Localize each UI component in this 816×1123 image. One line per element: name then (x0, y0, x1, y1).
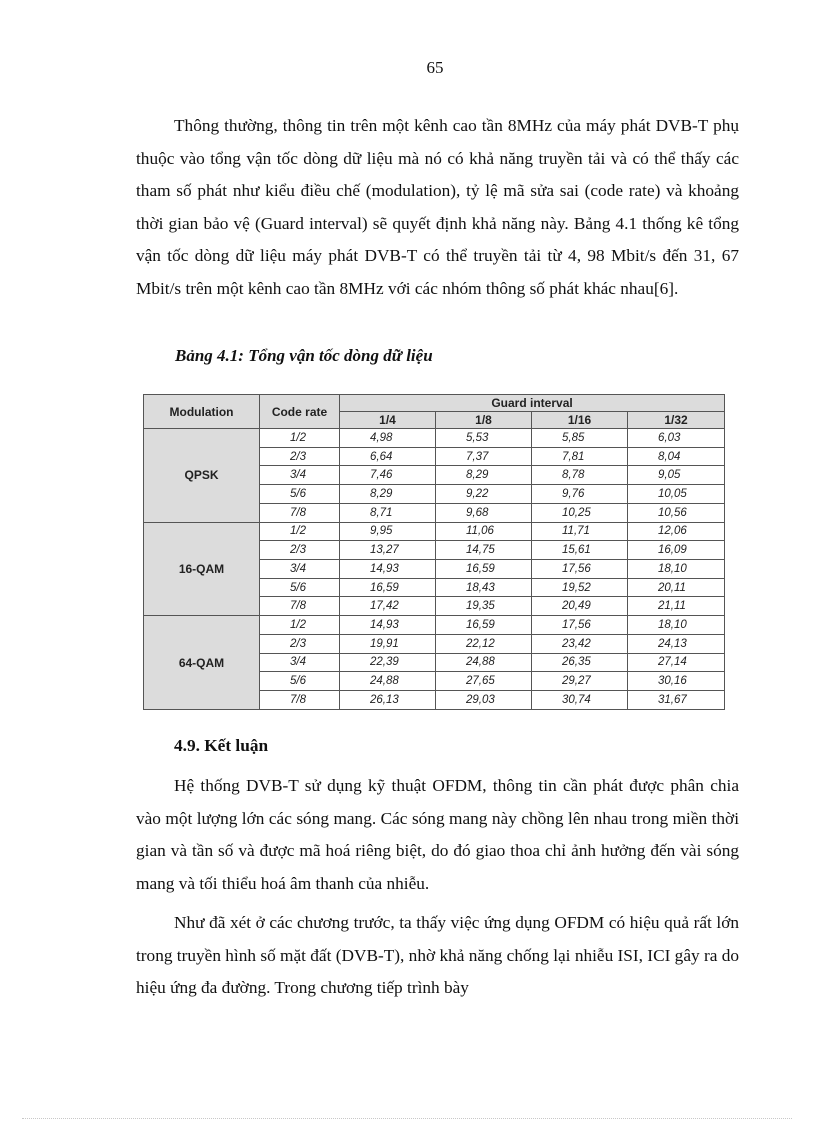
value-cell: 7,37 (436, 447, 532, 466)
value-cell: 6,64 (340, 447, 436, 466)
value-cell: 17,56 (532, 560, 628, 579)
table-caption: Bảng 4.1: Tổng vận tốc dòng dữ liệu (175, 346, 433, 365)
value-cell: 5,85 (532, 429, 628, 448)
value-cell: 9,68 (436, 503, 532, 522)
closing-paragraph (136, 907, 739, 1005)
code-rate-cell: 2/3 (260, 541, 340, 560)
footer-divider (22, 1118, 792, 1119)
value-cell: 8,71 (340, 503, 436, 522)
table-row (144, 522, 725, 541)
value-cell: 8,04 (628, 447, 725, 466)
guard-column-header: 1/16 (532, 412, 628, 429)
modulation-cell: 64-QAM (144, 616, 260, 710)
value-cell: 10,56 (628, 503, 725, 522)
closing-paragraph-text: Như đã xét ở các chương trước, ta thấy việc ứng dụng OFDM có hiệu quả rất lớn trong truyền hình số mặt đất (DVB-T), nhờ khả năng chống lại nhiễu ISI, ICI gây ra do hiệu ứng đa đường. Trong chương tiếp trình bày (136, 913, 739, 997)
value-cell: 9,22 (436, 485, 532, 504)
guard-column-header: 1/8 (436, 412, 532, 429)
value-cell: 16,59 (340, 578, 436, 597)
value-cell: 29,27 (532, 672, 628, 691)
value-cell: 11,71 (532, 522, 628, 541)
value-cell: 7,46 (340, 466, 436, 485)
value-cell: 27,14 (628, 653, 725, 672)
data-rate-table (143, 394, 724, 710)
value-cell: 18,43 (436, 578, 532, 597)
code-rate-cell: 5/6 (260, 578, 340, 597)
value-cell: 9,95 (340, 522, 436, 541)
modulation-cell: QPSK (144, 429, 260, 523)
value-cell: 16,59 (436, 560, 532, 579)
value-cell: 26,35 (532, 653, 628, 672)
value-cell: 20,11 (628, 578, 725, 597)
code-rate-cell: 5/6 (260, 672, 340, 691)
value-cell: 31,67 (628, 691, 725, 710)
value-cell: 19,91 (340, 634, 436, 653)
code-rate-cell: 7/8 (260, 503, 340, 522)
page-number: 65 (426, 58, 444, 77)
value-cell: 24,88 (436, 653, 532, 672)
value-cell: 14,93 (340, 616, 436, 635)
value-cell: 17,56 (532, 616, 628, 635)
value-cell: 17,42 (340, 597, 436, 616)
guard-column-header: 1/4 (340, 412, 436, 429)
value-cell: 11,06 (436, 522, 532, 541)
value-cell: 10,05 (628, 485, 725, 504)
value-cell: 26,13 (340, 691, 436, 710)
code-rate-cell: 3/4 (260, 466, 340, 485)
intro-paragraph-text: Thông thường, thông tin trên một kênh cao tần 8MHz của máy phát DVB-T phụ thuộc vào tổng vận tốc dòng dữ liệu mà nó có khả năng truyền tải và có thể thấy các tham số phát như kiểu điều chế (modulation), tỷ lệ mã sửa sai (code rate) và khoảng thời gian bảo vệ (Guard interval) sẽ quyết định khả năng này. Bảng 4.1 thống kê tổng vận tốc dòng dữ liệu máy phát DVB-T có thể truyền tải từ 4, 98 Mbit/s đến 31, 67 Mbit/s trên một kênh cao tần 8MHz với các nhóm thông số phát khác nhau[6]. (136, 116, 739, 298)
code-rate-cell: 2/3 (260, 447, 340, 466)
value-cell: 16,09 (628, 541, 725, 560)
value-cell: 20,49 (532, 597, 628, 616)
value-cell: 18,10 (628, 616, 725, 635)
value-cell: 14,93 (340, 560, 436, 579)
code-rate-cell: 1/2 (260, 429, 340, 448)
value-cell: 8,29 (436, 466, 532, 485)
guard-column-header: 1/32 (628, 412, 725, 429)
code-rate-cell: 3/4 (260, 560, 340, 579)
value-cell: 7,81 (532, 447, 628, 466)
modulation-cell: 16-QAM (144, 522, 260, 616)
value-cell: 30,74 (532, 691, 628, 710)
value-cell: 15,61 (532, 541, 628, 560)
value-cell: 23,42 (532, 634, 628, 653)
value-cell: 8,78 (532, 466, 628, 485)
value-cell: 5,53 (436, 429, 532, 448)
value-cell: 9,76 (532, 485, 628, 504)
value-cell: 29,03 (436, 691, 532, 710)
conclusion-paragraph (136, 770, 739, 900)
value-cell: 6,03 (628, 429, 725, 448)
code-rate-cell: 5/6 (260, 485, 340, 504)
code-rate-cell: 1/2 (260, 616, 340, 635)
value-cell: 8,29 (340, 485, 436, 504)
intro-paragraph (136, 110, 739, 305)
code-rate-cell: 7/8 (260, 597, 340, 616)
code-rate-cell: 3/4 (260, 653, 340, 672)
value-cell: 14,75 (436, 541, 532, 560)
value-cell: 27,65 (436, 672, 532, 691)
value-cell: 24,13 (628, 634, 725, 653)
value-cell: 22,12 (436, 634, 532, 653)
value-cell: 30,16 (628, 672, 725, 691)
value-cell: 13,27 (340, 541, 436, 560)
value-cell: 24,88 (340, 672, 436, 691)
value-cell: 12,06 (628, 522, 725, 541)
value-cell: 22,39 (340, 653, 436, 672)
table-row (144, 429, 725, 448)
value-cell: 9,05 (628, 466, 725, 485)
value-cell: 19,35 (436, 597, 532, 616)
code-rate-cell: 7/8 (260, 691, 340, 710)
section-heading: 4.9. Kết luận (174, 736, 269, 755)
header-modulation: Modulation (144, 395, 260, 429)
value-cell: 4,98 (340, 429, 436, 448)
header-guard-interval: Guard interval (340, 395, 725, 412)
table-row (144, 616, 725, 635)
value-cell: 18,10 (628, 560, 725, 579)
header-code-rate: Code rate (260, 395, 340, 429)
conclusion-paragraph-text: Hệ thống DVB-T sử dụng kỹ thuật OFDM, thông tin cần phát được phân chia vào một lượng lớn các sóng mang. Các sóng mang này chồng lên nhau trong miền thời gian và tần số và được mã hoá riêng biệt, do đó giao thoa chỉ ảnh hưởng đến vài sóng mang và tối thiểu hoá âm thanh của nhiễu. (136, 776, 739, 893)
value-cell: 21,11 (628, 597, 725, 616)
value-cell: 16,59 (436, 616, 532, 635)
value-cell: 10,25 (532, 503, 628, 522)
code-rate-cell: 1/2 (260, 522, 340, 541)
code-rate-cell: 2/3 (260, 634, 340, 653)
value-cell: 19,52 (532, 578, 628, 597)
